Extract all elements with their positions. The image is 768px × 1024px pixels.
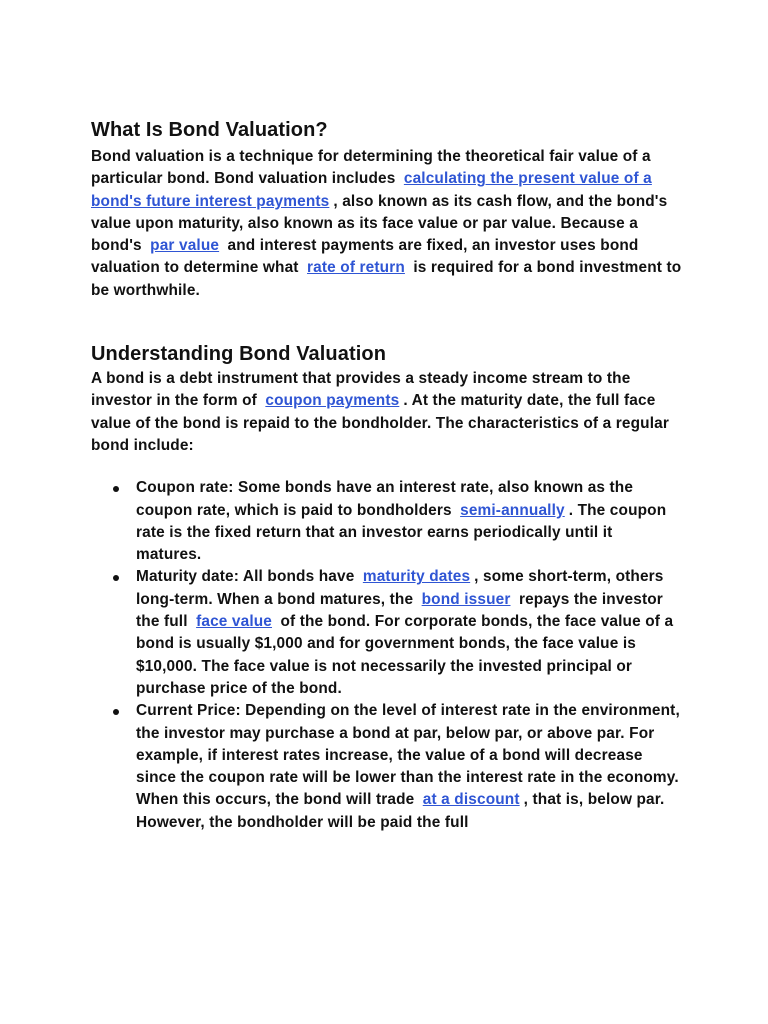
- text-segment: of the bond. For corporate bonds, the face value of a bond is usually $1,000 and for government bonds, the face value is $10,000. The face value is not necessarily the invested principal or purchase price of the bond.: [136, 613, 674, 697]
- text-segment: is required for a bond investment to be worthwhile.: [91, 259, 682, 299]
- text-segment: , some short-term, others long-term. When a bond matures, the: [136, 568, 664, 608]
- paragraph-bond-intro: [91, 368, 691, 457]
- heading-understanding-bond-valuation: Understanding Bond Valuation: [91, 343, 387, 366]
- link-coupon-payments[interactable]: coupon payments: [265, 392, 400, 410]
- list-item-coupon-rate: [91, 477, 691, 566]
- bullet-icon: [113, 486, 119, 492]
- bullet-icon: [113, 575, 119, 581]
- text-segment: repays the investor the full: [136, 590, 663, 631]
- list-item-text: [136, 566, 681, 700]
- link-face-value[interactable]: face value: [196, 613, 273, 631]
- link-rate-of-return[interactable]: rate of return: [307, 259, 405, 277]
- heading-what-is-bond-valuation: What Is Bond Valuation?: [91, 119, 328, 141]
- text-segment: Current Price: Depending on the level of interest rate in the environment, the investor may purchase a bond at par, below par, or above par. For example, if interest rates increase, the value of a bond will decrease since the coupon rate will be lower than the interest rate in the economy. When this occurs, the bond will trade: [136, 702, 680, 809]
- list-item-text: [136, 700, 681, 834]
- link-par-value[interactable]: par value: [150, 237, 220, 255]
- text-segment: Maturity date: All bonds have: [136, 568, 355, 586]
- link-at-a-discount[interactable]: at a discount: [422, 791, 520, 809]
- text-segment: A bond is a debt instrument that provides a steady income stream to the investor in the form of: [91, 370, 631, 410]
- document-page: [91, 118, 691, 834]
- text-segment: Bond valuation is a technique for determining the theoretical fair value of a particular bond. Bond valuation includes: [91, 148, 651, 188]
- text-segment: Coupon rate: Some bonds have an interest rate, also known as the coupon rate, which is paid to bondholders: [136, 479, 634, 519]
- text-segment: , that is, below par. However, the bondholder will be paid the full: [136, 791, 665, 831]
- link-bond-issuer[interactable]: bond issuer: [421, 590, 511, 608]
- list-item-text: [136, 477, 681, 566]
- text-segment: , also known as its cash flow, and the bond's value upon maturity, also known as its face value or par value. Because a bond's: [91, 192, 668, 255]
- text-segment: and interest payments are fixed, an investor uses bond valuation to determine what: [91, 237, 639, 277]
- link-semi-annually[interactable]: semi-annually: [460, 501, 565, 519]
- link-present-value[interactable]: calculating the present value of a bond's future interest payments: [91, 170, 652, 210]
- bond-characteristics-list: [91, 477, 691, 834]
- list-item-current-price: [91, 700, 691, 834]
- text-segment: . At the maturity date, the full face value of the bond is repaid to the bondholder. The characteristics of a regular bond include:: [91, 392, 669, 454]
- bullet-icon: [113, 709, 119, 715]
- list-item-maturity-date: [91, 566, 691, 700]
- text-segment: . The coupon rate is the fixed return that an investor earns periodically until it matures.: [136, 501, 667, 564]
- link-maturity-dates[interactable]: maturity dates: [362, 568, 471, 586]
- paragraph-bond-valuation-definition: [91, 146, 691, 302]
